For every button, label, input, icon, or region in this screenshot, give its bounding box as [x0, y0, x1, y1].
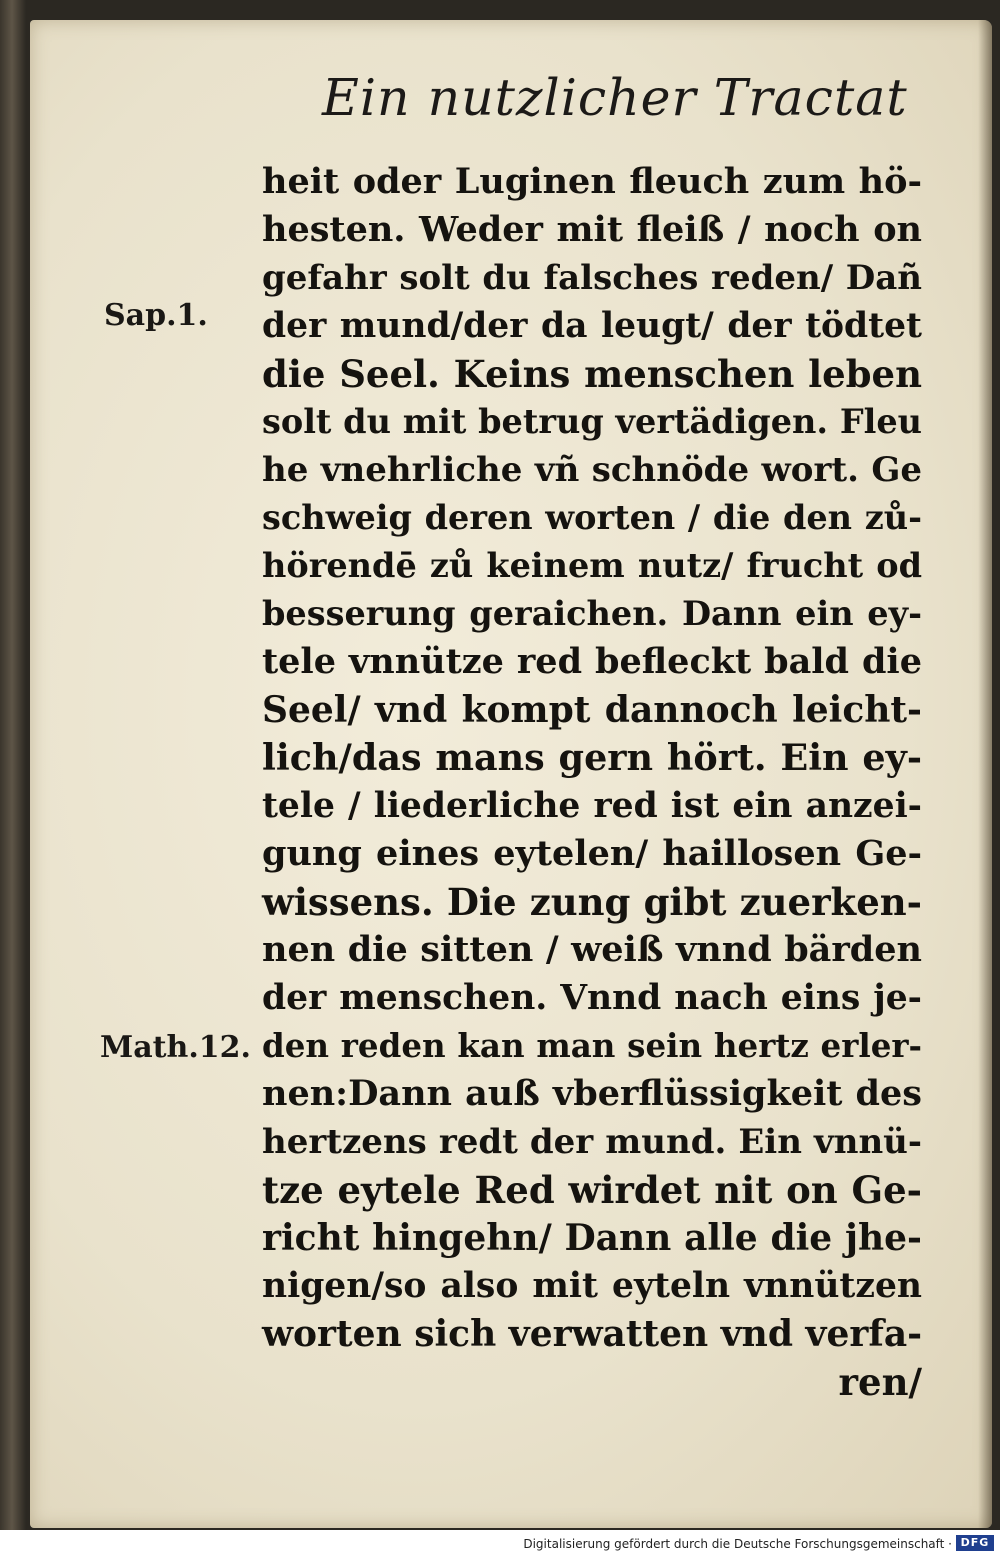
text-line: hesten. Weder mit fleiß / noch on [262, 209, 922, 250]
text-line: schweig deren worten / die den zů- [262, 498, 922, 537]
text-line: heit oder Luginen fleuch zum hö- [262, 161, 922, 202]
dfg-logo: DFG [956, 1535, 994, 1551]
text-line: die Seel. Keins menschen leben [262, 352, 922, 396]
text-line: tele / liederliche red ist ein anzei- [262, 786, 922, 826]
text-line: wissens. Die zung gibt zuerken- [262, 880, 922, 924]
marginal-note-sap: Sap.1. [104, 298, 208, 333]
text-line: gung eines eytelen/ haillosen Ge- [262, 833, 922, 874]
text-line: der menschen. Vnnd nach eins je- [262, 978, 922, 1018]
text-line: solt du mit betrug vertädigen. Fleu [262, 402, 922, 441]
text-line: tze eytele Red wirdet nit on Ge- [262, 1168, 922, 1212]
text-line: gefahr solt du falsches reden/ Dañ [262, 258, 922, 298]
text-line: nen:Dann auß vberflüssigkeit des [262, 1073, 922, 1114]
text-line: tele vnnütze red befleckt bald die [262, 641, 922, 682]
body-text [262, 158, 922, 1406]
text-line: richt hingehn/ Dann alle die jhe- [262, 1217, 922, 1259]
text-line: hertzens redt der mund. Ein vnnü- [262, 1122, 922, 1162]
text-line: nigen/so also mit eyteln vnnützen [262, 1266, 922, 1306]
text-line: nen die sitten / weiß vnnd bärden [262, 929, 922, 970]
text-line: he vnehrliche vñ schnöde wort. Ge [262, 450, 922, 490]
text-line: besserung geraichen. Dann ein ey- [262, 594, 922, 633]
funding-credit: Digitalisierung gefördert durch die Deutsche Forschungsgemeinschaft · [523, 1537, 952, 1551]
running-title: Ein nutzlicher Tractat [322, 68, 908, 127]
text-line: worten sich verwatten vnd verfa- [262, 1313, 923, 1355]
catchword-line: ren/ [838, 1360, 922, 1404]
marginal-note-math: Math.12. [100, 1030, 251, 1065]
text-line: den reden kan man sein hertz erler- [262, 1026, 922, 1065]
text-line: der mund/der da leugt/ der tödtet [262, 306, 922, 346]
text-line: lich/das mans gern hört. Ein ey- [262, 736, 922, 779]
text-line: hörendē zů keinem nutz/ frucht od [262, 546, 922, 585]
text-line: Seel/ vnd kompt dannoch leicht- [262, 689, 922, 731]
page-gutter-shadow [978, 20, 992, 1528]
